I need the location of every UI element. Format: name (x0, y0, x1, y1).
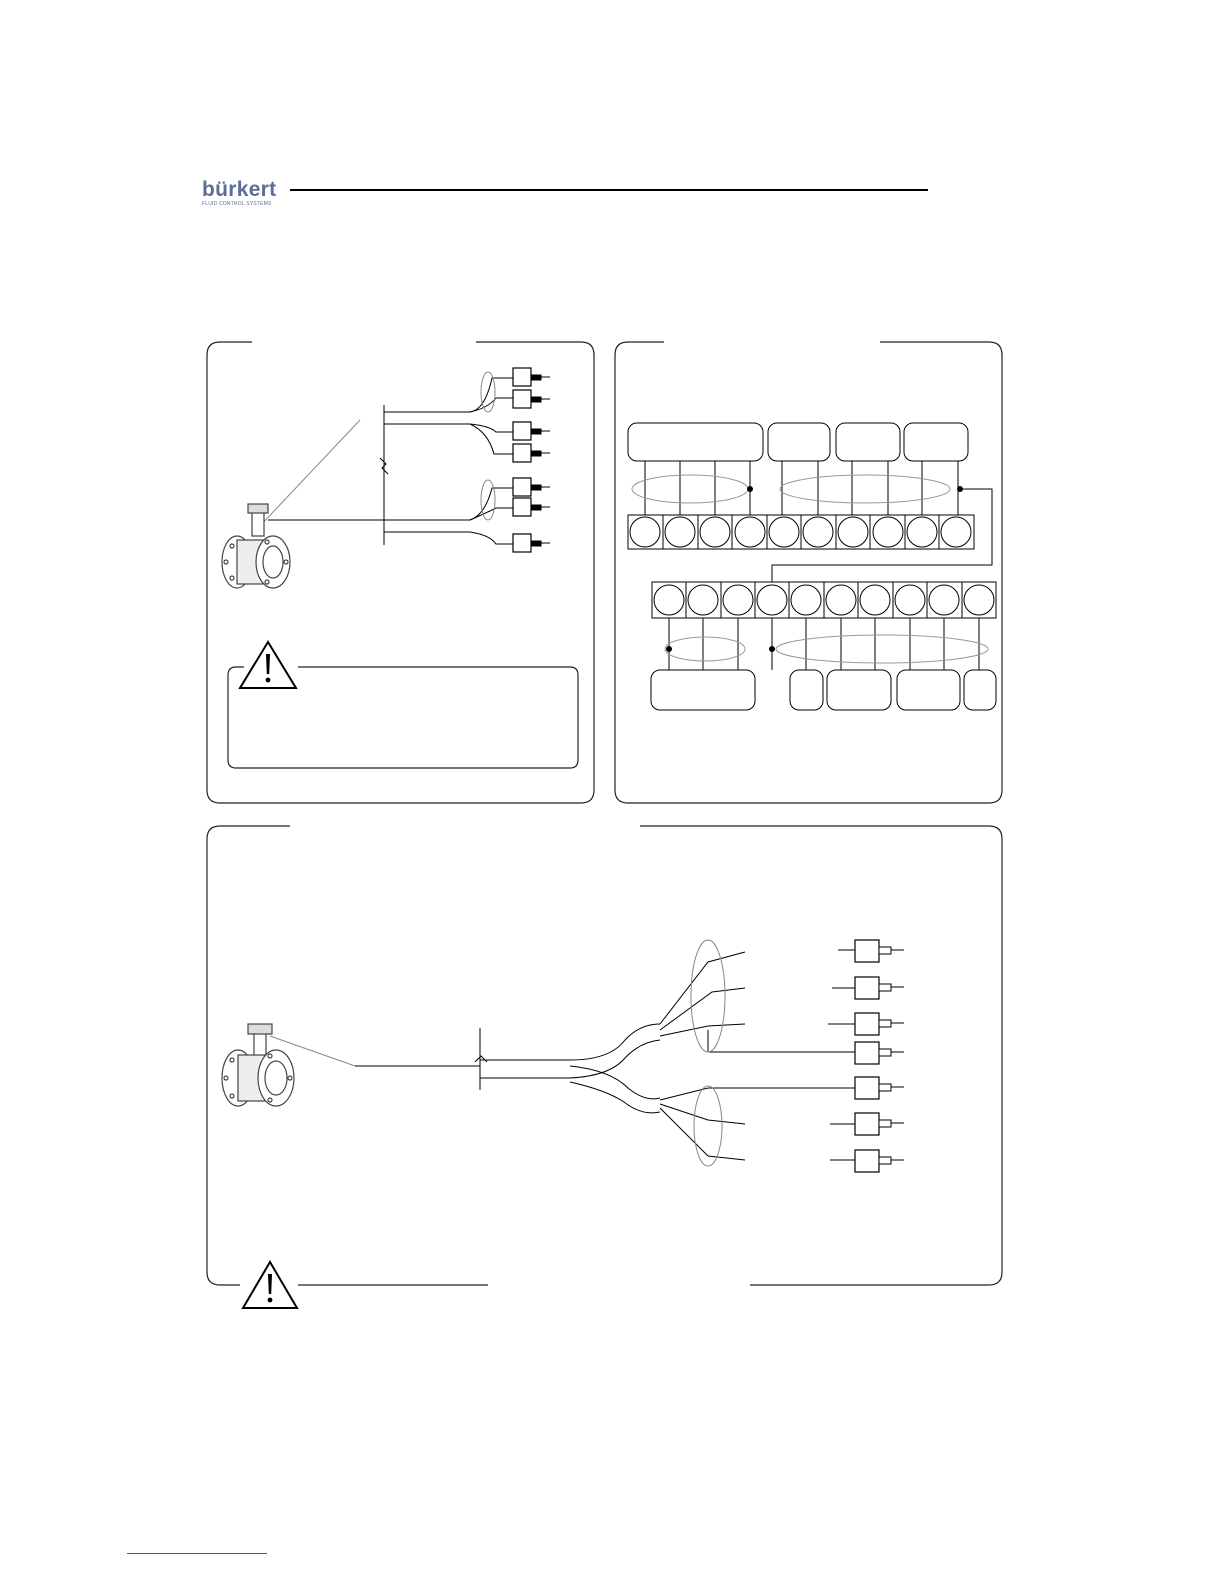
device-blocks-upper (628, 423, 968, 461)
panel-top-left-terminals (513, 368, 531, 552)
wires-lower (665, 618, 988, 670)
brand-name: bürkert (202, 178, 277, 201)
footer-link-underline[interactable] (127, 1553, 267, 1554)
flowmeter-icon-bottom (222, 1024, 294, 1106)
terminal-block-lower (652, 582, 996, 618)
brand-tagline: FLUID CONTROL SYSTEMS (202, 201, 272, 207)
device-blocks-lower (651, 670, 996, 710)
warning-triangle-icon-bottom (243, 1262, 297, 1308)
terminal-block-icon (628, 515, 974, 549)
panel-top-right (615, 342, 1002, 803)
bottom-plugs (879, 947, 904, 1164)
junction-dots-upper (747, 486, 963, 492)
panel-top-left-plugs (531, 375, 550, 546)
junction-dots-lower (666, 646, 775, 652)
panel-top-left-wiring (258, 372, 513, 545)
bottom-terminals (855, 940, 879, 1172)
bottom-cable (270, 940, 855, 1166)
flowmeter-icon (222, 504, 290, 588)
warning-triangle-icon (240, 642, 296, 688)
